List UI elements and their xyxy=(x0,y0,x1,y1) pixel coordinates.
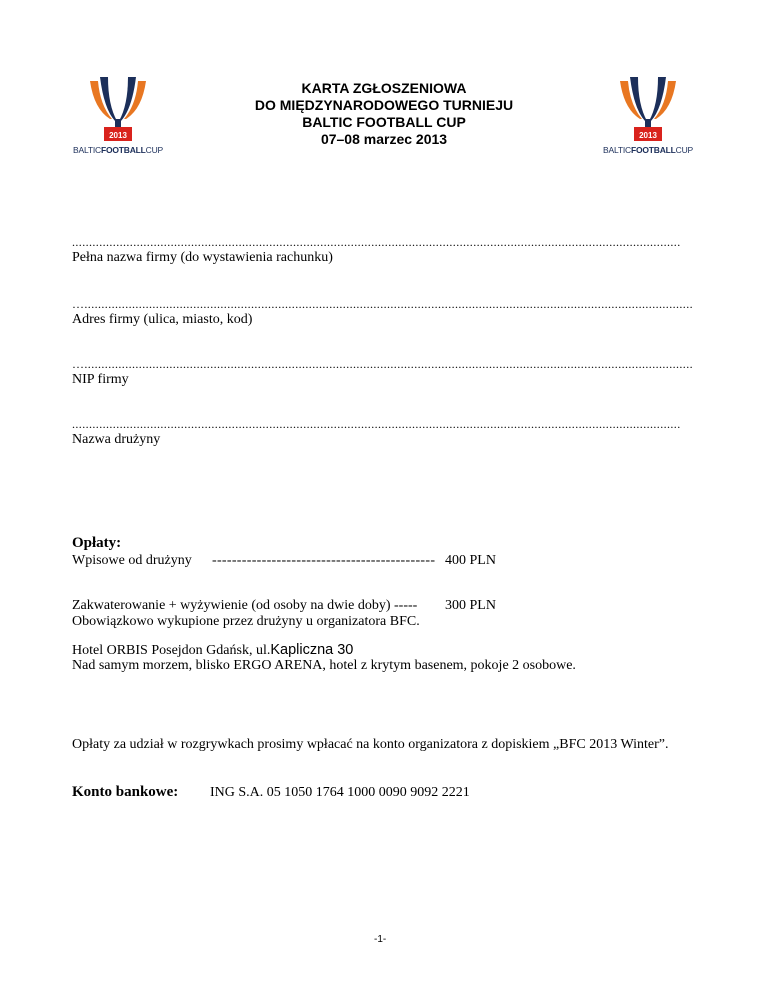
form-header xyxy=(200,80,568,148)
page-number: -1- xyxy=(374,934,387,945)
logo-wordmark: BALTICFOOTBALLCUP xyxy=(603,145,693,155)
fees-heading: Opłaty: xyxy=(72,535,122,551)
lodging-fee-note: Obowiązkowo wykupione przez drużyny u organizatora BFC. xyxy=(72,614,420,629)
field-label: Adres firmy (ulica, miasto, kod) xyxy=(72,312,253,327)
lodging-fee-price: 300 PLN xyxy=(445,598,496,613)
payment-instructions: Opłaty za udział w rozgrywkach prosimy wpłacać na konto organizatora z dopiskiem „BFC 2013 Winter”. xyxy=(72,737,669,752)
fill-in-line[interactable]: ................................................................................................................................................................................... xyxy=(72,418,681,430)
logo-year: 2013 xyxy=(639,131,657,140)
entry-fee-dashes: --------------------------------------------- xyxy=(212,553,436,568)
header-title: KARTA ZGŁOSZENIOWA xyxy=(301,80,467,96)
fill-in-line[interactable]: …................................................................................................................................................................................... xyxy=(72,358,693,370)
bank-account-number: ING S.A. 05 1050 1764 1000 0090 9092 2221 xyxy=(210,785,470,800)
lodging-fee-label: Zakwaterowanie + wyżywienie (od osoby na dwie doby) ----- xyxy=(72,598,418,613)
hotel-description: Nad samym morzem, blisko ERGO ARENA, hotel z krytym basenem, pokoje 2 osobowe. xyxy=(72,658,576,673)
fill-in-line[interactable]: …................................................................................................................................................................................... xyxy=(72,298,693,310)
entry-fee-label: Wpisowe od drużyny xyxy=(72,553,192,568)
field-label: NIP firmy xyxy=(72,372,129,387)
logo-year: 2013 xyxy=(109,131,127,140)
bank-account-label: Konto bankowe: xyxy=(72,784,179,800)
header-event-date: 07–08 marzec 2013 xyxy=(320,131,448,147)
logo-wordmark: BALTICFOOTBALLCUP xyxy=(73,145,163,155)
field-label: Pełna nazwa firmy (do wystawienia rachunku) xyxy=(72,250,333,265)
fill-in-line[interactable]: ................................................................................................................................................................................... xyxy=(72,236,681,248)
logo-right xyxy=(598,75,698,165)
header-event-name: BALTIC FOOTBALL CUP xyxy=(302,114,466,130)
hotel-address: Hotel ORBIS Posejdon Gdańsk, ul.Kapliczna 30 xyxy=(72,642,354,658)
field-label: Nazwa drużyny xyxy=(72,432,161,447)
cup-emblem-icon xyxy=(68,75,168,147)
logo-left xyxy=(68,75,168,165)
entry-fee-price: 400 PLN xyxy=(445,553,496,568)
header-subtitle: DO MIĘDZYNARODOWEGO TURNIEJU xyxy=(254,97,514,113)
cup-emblem-icon xyxy=(598,75,698,147)
